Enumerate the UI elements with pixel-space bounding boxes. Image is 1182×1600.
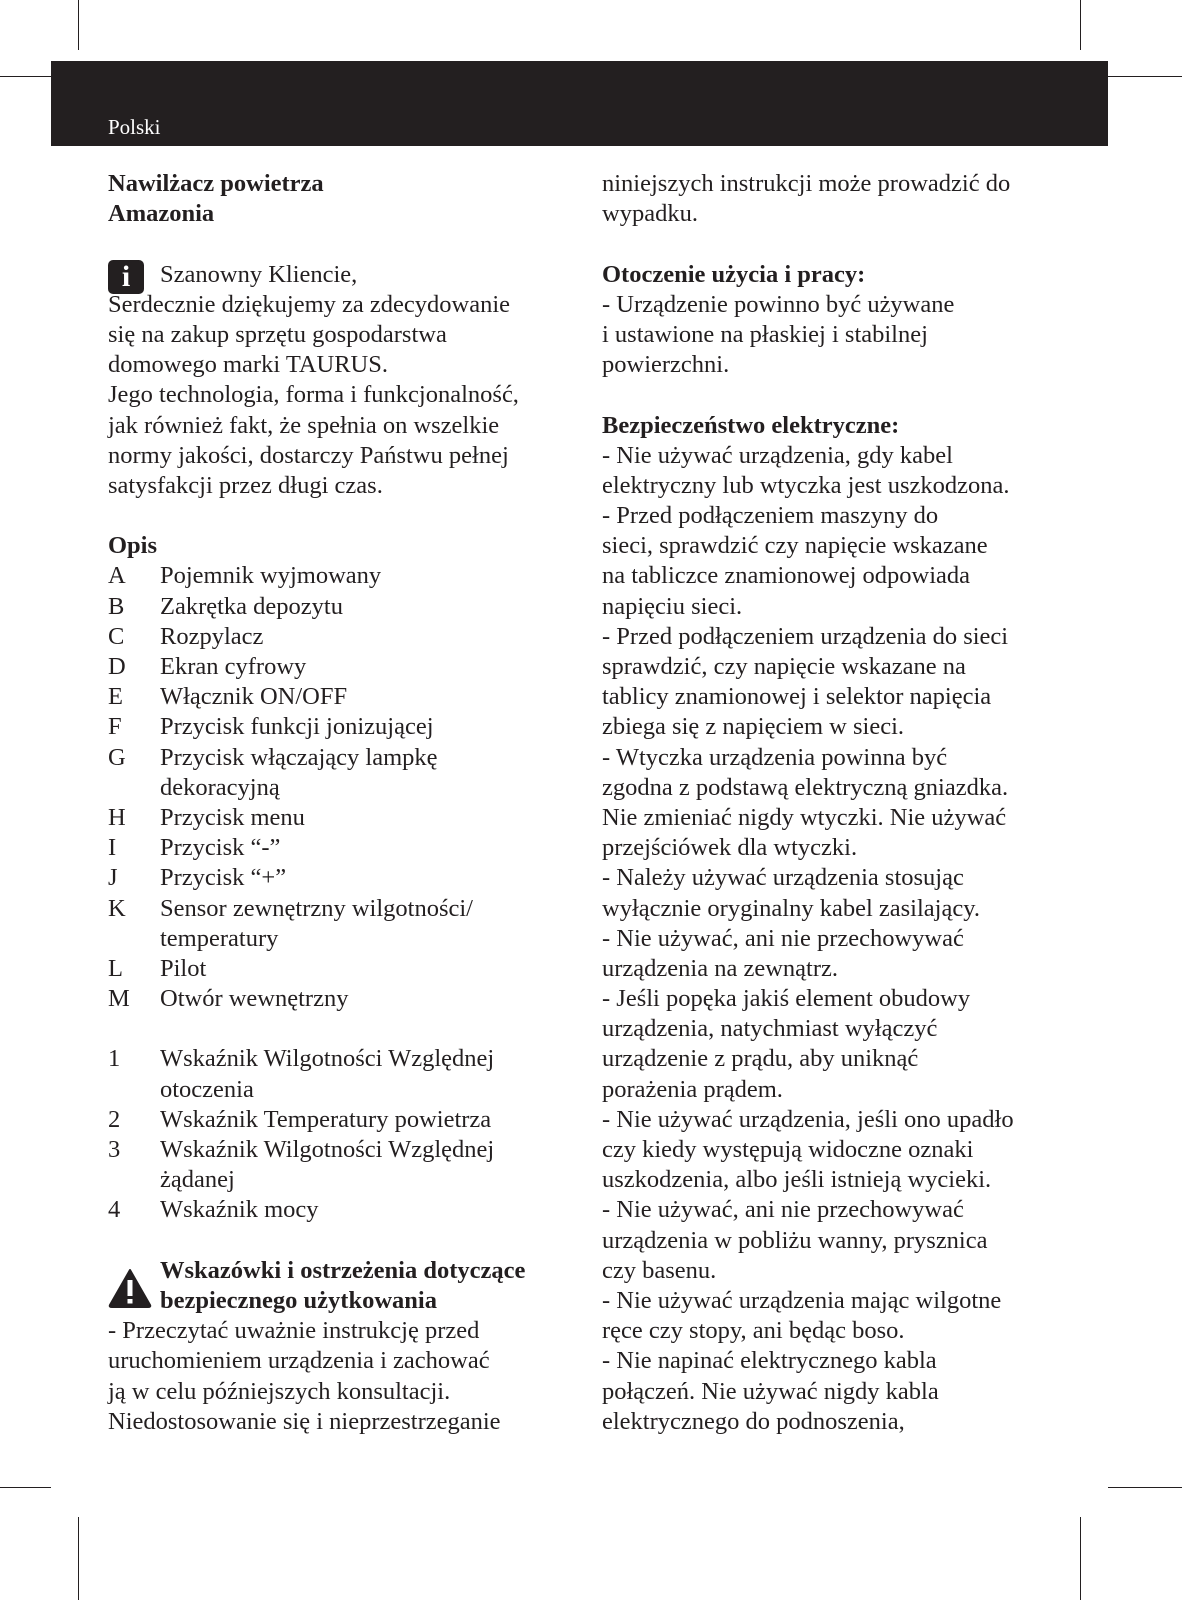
- text-line: [108, 411, 578, 441]
- list-text: Przycisk “+”: [160, 864, 287, 892]
- line-text: napięciu sieci.: [602, 592, 743, 620]
- list-key: H: [108, 803, 126, 831]
- crop-mark: [1108, 76, 1182, 77]
- text-line: [602, 471, 1062, 501]
- text-line: [602, 743, 1062, 773]
- text-line: [602, 954, 1062, 984]
- list-key: C: [108, 622, 125, 650]
- list-text: Wskaźnik Wilgotności Względnej: [160, 1136, 495, 1163]
- list-text: Ekran cyfrowy: [160, 653, 307, 680]
- text-line: [108, 652, 578, 682]
- text-line: [108, 259, 578, 293]
- text-line: [108, 833, 578, 863]
- line-text: urządzenia w pobliżu wanny, prysznica: [602, 1226, 988, 1254]
- list-text: Rozpylacz: [160, 622, 264, 650]
- list-key: B: [108, 592, 125, 620]
- line-text: wyłącznie oryginalny kabel zasilający.: [602, 894, 980, 922]
- heading-line: [108, 531, 578, 561]
- text-line: [108, 1075, 578, 1105]
- text-line: [602, 1346, 1062, 1376]
- blank-line: [108, 501, 578, 531]
- text-line: [108, 924, 578, 954]
- blank-line: [602, 380, 1062, 410]
- list-text: Sensor zewnętrzny wilgotności/: [160, 894, 473, 922]
- text-line: [108, 1165, 578, 1195]
- text-line: [602, 199, 1062, 229]
- text-line: [602, 894, 1062, 924]
- text-line: [602, 501, 1062, 531]
- list-text: Pilot: [160, 954, 207, 982]
- blank-line: [602, 229, 1062, 259]
- line-text: urządzenia, natychmiast wyłączyć: [602, 1015, 938, 1043]
- text-line: [602, 592, 1062, 622]
- list-text: bezpiecznego użytkowania: [160, 1286, 437, 1314]
- text-line: [108, 592, 578, 622]
- line-text: Amazonia: [108, 200, 215, 228]
- text-line: [602, 1195, 1062, 1225]
- list-text: Wskaźnik Temperatury powietrza: [160, 1105, 492, 1133]
- info-icon: i: [108, 260, 144, 294]
- list-text: Wskazówki i ostrzeżenia dotyczące: [160, 1256, 526, 1284]
- line-text: zgodna z podstawą elektryczną gniazdka.: [602, 773, 1009, 801]
- heading-line: [602, 260, 1062, 290]
- text-line: [602, 1135, 1062, 1165]
- line-text: powierzchni.: [602, 351, 730, 379]
- heading-line: [602, 411, 1062, 441]
- crop-mark: [78, 0, 79, 50]
- list-key: F: [108, 713, 122, 741]
- line-text: porażenia prądem.: [602, 1075, 783, 1103]
- blank-line: [108, 1226, 578, 1256]
- line-text: wypadku.: [602, 200, 698, 228]
- text-line: [602, 1105, 1062, 1135]
- list-key: D: [108, 653, 126, 680]
- crop-mark: [1080, 1517, 1081, 1600]
- list-key: I: [108, 834, 117, 862]
- line-text: tablicy znamionowej i selektor napięcia: [602, 683, 992, 711]
- line-text: - Nie napinać elektrycznego kabla: [602, 1347, 937, 1375]
- line-text: przejściówek dla wtyczki.: [602, 834, 858, 862]
- line-text: domowego marki TAURUS.: [108, 351, 389, 379]
- line-text: Nawilżacz powietrza: [108, 170, 324, 197]
- list-text: Pojemnik wyjmowany: [160, 562, 382, 590]
- text-line: [602, 169, 1062, 199]
- heading-line: [108, 199, 578, 229]
- text-line: [602, 561, 1062, 591]
- line-text: - Nie używać urządzenia, gdy kabel: [602, 441, 953, 469]
- list-text: otoczenia: [160, 1075, 254, 1103]
- text-line: [108, 863, 578, 893]
- text-line: [108, 1135, 578, 1165]
- text-line: [108, 561, 578, 591]
- text-line: [108, 1407, 578, 1437]
- list-text: dekoracyjną: [160, 773, 280, 801]
- line-text: połączeń. Nie używać nigdy kabla: [602, 1377, 939, 1405]
- list-text: Przycisk menu: [160, 803, 305, 831]
- line-text: ją w celu późniejszych konsultacji.: [108, 1377, 451, 1405]
- list-text: Zakrętka depozytu: [160, 592, 343, 620]
- heading-line: [108, 1286, 578, 1316]
- text-line: [108, 984, 578, 1014]
- text-line: [108, 1195, 578, 1225]
- line-text: ręce czy stopy, ani będąc boso.: [602, 1317, 905, 1345]
- text-line: [108, 773, 578, 803]
- text-line: [108, 320, 578, 350]
- line-text: - Wtyczka urządzenia powinna być: [602, 743, 948, 771]
- text-line: [602, 773, 1062, 803]
- right-column: [602, 169, 1062, 1437]
- line-text: Niedostosowanie się i nieprzestrzeganie: [108, 1407, 501, 1435]
- line-text: się na zakup sprzętu gospodarstwa: [108, 320, 447, 348]
- list-key: 1: [108, 1045, 121, 1073]
- list-text: temperatury: [160, 924, 279, 952]
- language-label: Polski: [108, 115, 161, 139]
- line-text: zbiega się z napięciem w sieci.: [602, 713, 905, 741]
- line-text: urządzenia na zewnątrz.: [602, 954, 838, 982]
- list-key: 3: [108, 1136, 121, 1163]
- text-line: [602, 984, 1062, 1014]
- text-line: [108, 1316, 578, 1346]
- text-line: [602, 833, 1062, 863]
- crop-mark: [0, 76, 51, 77]
- text-line: [602, 350, 1062, 380]
- list-key: G: [108, 743, 126, 771]
- list-key: 4: [108, 1196, 121, 1224]
- line-text: - Nie używać urządzenia mając wilgotne: [602, 1286, 1002, 1314]
- text-line: [108, 471, 578, 501]
- text-line: [108, 441, 578, 471]
- line-text: czy basenu.: [602, 1256, 717, 1284]
- text-line: [602, 682, 1062, 712]
- line-text: Szanowny Kliencie,: [160, 260, 358, 288]
- text-line: [602, 320, 1062, 350]
- blank-line: [108, 1014, 578, 1044]
- text-line: [108, 743, 578, 773]
- line-text: uruchomieniem urządzenia i zachować: [108, 1347, 490, 1375]
- line-text: - Należy używać urządzenia stosując: [602, 864, 964, 892]
- list-key: E: [108, 683, 123, 711]
- heading-line: [108, 169, 578, 199]
- text-line: [602, 1044, 1062, 1074]
- list-text: Wskaźnik Wilgotności Względnej: [160, 1045, 495, 1073]
- list-text: Przycisk funkcji jonizującej: [160, 713, 434, 741]
- list-key: L: [108, 954, 123, 982]
- text-line: [602, 441, 1062, 471]
- list-key: M: [108, 985, 130, 1013]
- line-text: Jego technologia, forma i funkcjonalność,: [108, 381, 519, 409]
- line-text: Opis: [108, 532, 158, 560]
- list-key: K: [108, 894, 126, 922]
- text-line: [602, 712, 1062, 742]
- text-line: [108, 1044, 578, 1074]
- list-text: Przycisk włączający lampkę: [160, 743, 438, 771]
- line-text: Nie zmieniać nigdy wtyczki. Nie używać: [602, 803, 1007, 831]
- line-text: sprawdzić, czy napięcie wskazane na: [602, 653, 966, 680]
- line-text: satysfakcji przez długi czas.: [108, 471, 383, 499]
- crop-mark: [78, 1517, 79, 1600]
- list-key: J: [108, 864, 118, 892]
- text-line: [602, 1165, 1062, 1195]
- text-line: [602, 652, 1062, 682]
- line-text: normy jakości, dostarczy Państwu pełnej: [108, 441, 509, 469]
- text-line: [602, 1075, 1062, 1105]
- text-line: [108, 712, 578, 742]
- text-line: [602, 924, 1062, 954]
- text-line: [602, 803, 1062, 833]
- line-text: czy kiedy występują widoczne oznaki: [602, 1136, 974, 1163]
- line-text: elektryczny lub wtyczka jest uszkodzona.: [602, 471, 1010, 499]
- line-text: elektrycznego do podnoszenia,: [602, 1407, 905, 1435]
- list-text: żądanej: [160, 1166, 235, 1194]
- list-key: 2: [108, 1105, 121, 1133]
- list-text: Wskaźnik mocy: [160, 1196, 319, 1224]
- list-key: A: [108, 562, 126, 590]
- text-line: [602, 622, 1062, 652]
- text-line: [108, 1346, 578, 1376]
- crop-mark: [1080, 0, 1081, 50]
- line-text: - Nie używać urządzenia, jeśli ono upadło: [602, 1105, 1014, 1133]
- line-text: Serdecznie dziękujemy za zdecydowanie: [108, 290, 511, 318]
- text-line: [108, 803, 578, 833]
- line-text: - Urządzenie powinno być używane: [602, 290, 955, 318]
- line-text: niniejszych instrukcji może prowadzić do: [602, 170, 1011, 197]
- line-text: uszkodzenia, albo jeśli istnieją wycieki.: [602, 1166, 992, 1194]
- line-text: - Nie używać, ani nie przechowywać: [602, 1196, 964, 1224]
- left-column: [108, 169, 578, 1437]
- line-text: - Nie używać, ani nie przechowywać: [602, 924, 964, 952]
- line-text: sieci, sprawdzić czy napięcie wskazane: [602, 532, 988, 560]
- line-text: na tabliczce znamionowej odpowiada: [602, 562, 971, 590]
- crop-mark: [0, 1487, 51, 1488]
- text-line: [108, 682, 578, 712]
- list-text: Otwór wewnętrzny: [160, 985, 349, 1013]
- line-text: - Przed podłączeniem urządzenia do sieci: [602, 622, 1009, 650]
- text-line: [108, 954, 578, 984]
- text-line: [108, 380, 578, 410]
- text-line: [108, 350, 578, 380]
- text-line: [602, 1377, 1062, 1407]
- line-text: Otoczenie użycia i pracy:: [602, 260, 866, 288]
- blank-line: [108, 229, 578, 259]
- crop-mark: [1108, 1487, 1182, 1488]
- list-text: Przycisk “-”: [160, 834, 281, 862]
- line-text: jak również fakt, że spełnia on wszelkie: [108, 411, 500, 439]
- text-line: [602, 1226, 1062, 1256]
- line-text: - Przeczytać uważnie instrukcję przed: [108, 1317, 480, 1345]
- text-line: [602, 863, 1062, 893]
- text-line: [602, 1286, 1062, 1316]
- header-band: [51, 61, 1108, 146]
- line-text: urządzenie z prądu, aby uniknąć: [602, 1045, 919, 1073]
- text-line: [602, 531, 1062, 561]
- text-line: [602, 1014, 1062, 1044]
- text-line: [602, 1407, 1062, 1437]
- list-text: Włącznik ON/OFF: [160, 683, 348, 711]
- line-text: Bezpieczeństwo elektryczne:: [602, 411, 900, 439]
- text-line: [108, 1377, 578, 1407]
- line-text: - Jeśli popęka jakiś element obudowy: [602, 985, 971, 1013]
- line-text: i ustawione na płaskiej i stabilnej: [602, 320, 928, 348]
- text-line: [108, 1105, 578, 1135]
- text-line: [108, 290, 578, 320]
- text-line: [602, 1316, 1062, 1346]
- text-line: [108, 894, 578, 924]
- text-line: [108, 622, 578, 652]
- line-text: - Przed podłączeniem maszyny do: [602, 502, 939, 530]
- text-line: [602, 1256, 1062, 1286]
- heading-line: [108, 1256, 578, 1286]
- text-line: [602, 290, 1062, 320]
